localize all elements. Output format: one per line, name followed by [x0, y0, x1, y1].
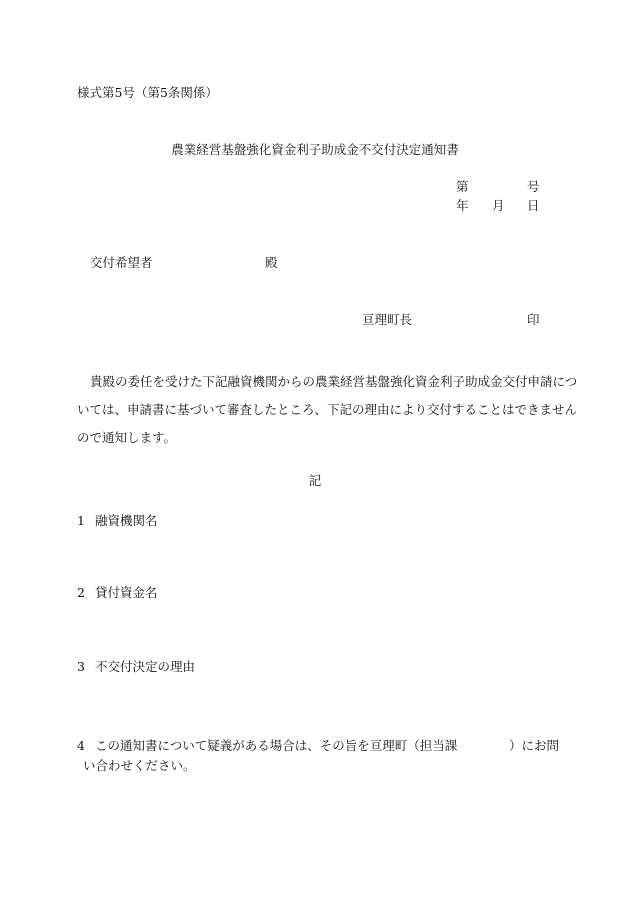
- item-number: 3: [77, 659, 85, 674]
- addressee-honorific: 殿: [265, 255, 278, 270]
- document-title: 農業経営基盤強化資金利子助成金不交付決定通知書: [171, 142, 459, 157]
- date-day-label: 日: [527, 198, 540, 213]
- doc-number-prefix: 第: [456, 179, 469, 194]
- list-item: [77, 661, 195, 674]
- body-text-line: いては、申請書に基づいて審査したところ、下記の理由により交付することはできません: [77, 402, 578, 417]
- item-label-continued: い合わせください。: [83, 758, 196, 773]
- list-item: [77, 740, 457, 753]
- ki-heading: 記: [308, 473, 322, 488]
- item-label: 融資機関名: [95, 513, 158, 528]
- item-label-continued: ）にお問: [509, 738, 560, 753]
- form-number: 様式第5号（第5条関係）: [77, 85, 218, 100]
- item-number: 2: [77, 585, 85, 600]
- list-item: [77, 515, 158, 528]
- item-label: この通知書について疑義がある場合は、その旨を亘理町（担当課: [95, 738, 458, 753]
- body-text-line: ので通知します。: [77, 430, 177, 445]
- addressee-label: 交付希望者: [90, 255, 153, 270]
- seal-mark: 印: [527, 312, 540, 327]
- item-number: 4: [77, 738, 85, 753]
- date-year-label: 年: [456, 198, 469, 213]
- item-label: 不交付決定の理由: [95, 659, 196, 674]
- doc-number-suffix: 号: [527, 179, 540, 194]
- list-item: [77, 587, 158, 600]
- body-text-line: 貴殿の委任を受けた下記融資機関からの農業経営基盤強化資金利子助成金交付申請につ: [90, 374, 578, 389]
- date-month-label: 月: [492, 198, 505, 213]
- sender-title: 亘理町長: [362, 312, 413, 327]
- item-number: 1: [77, 513, 85, 528]
- item-label: 貸付資金名: [95, 585, 158, 600]
